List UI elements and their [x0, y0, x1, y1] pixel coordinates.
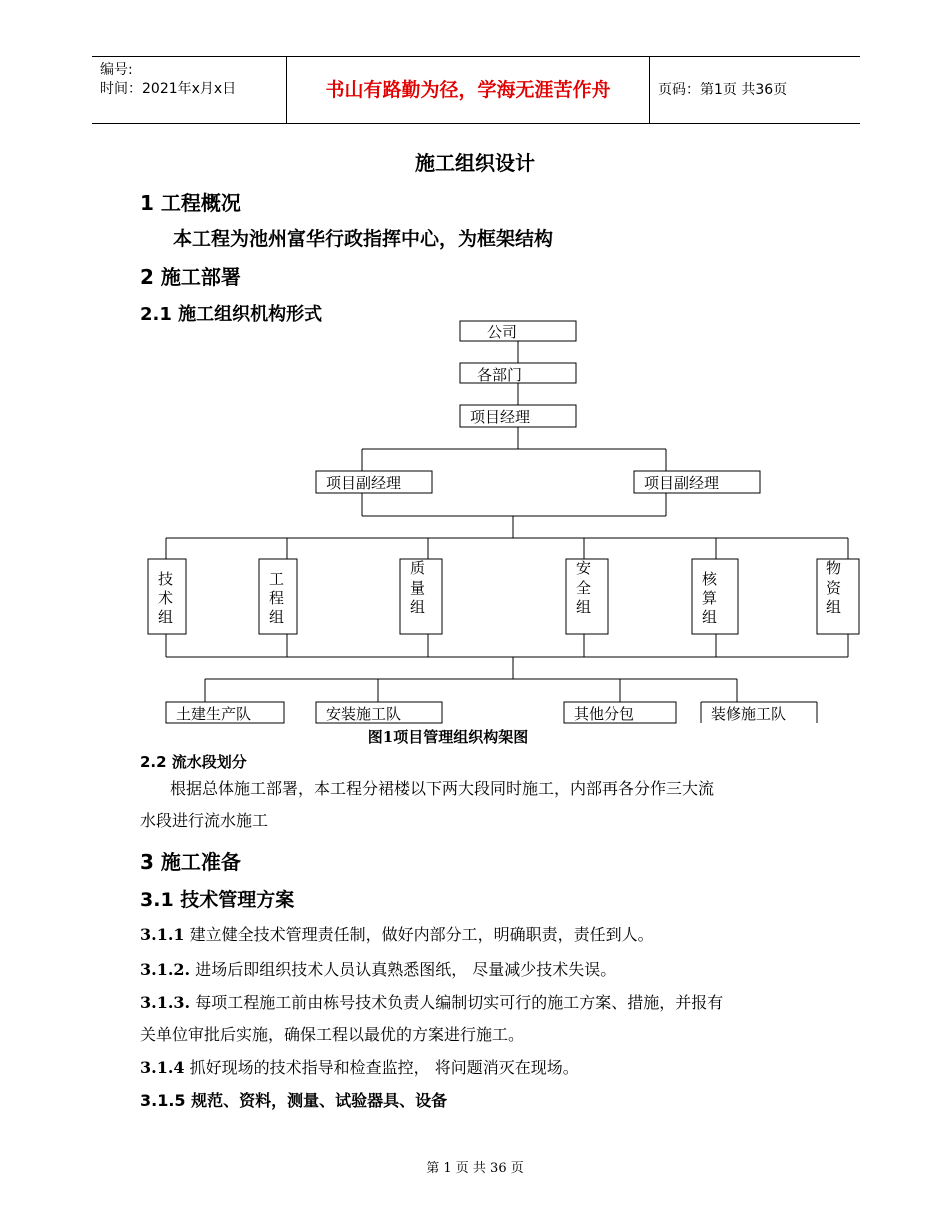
item-number: 3.1.3. [140, 993, 191, 1012]
header-time-label: 时间：2021年x月x日 [100, 81, 237, 97]
item-text: 进场后即组织技术人员认真熟悉图纸， 尽量减少技术失误。 [190, 960, 617, 979]
section-3-1-5-heading: 3.1.5 规范、资料，测量、试验器具、设备 [140, 1091, 448, 1110]
group-char: 程 [269, 589, 285, 607]
item-text: 每项工程施工前由栋号技术负责人编制切实可行的施工方案、措施，并报有 [190, 993, 724, 1012]
section-2-1-heading: 2.1 施工组织机构形式 [140, 304, 323, 325]
label-company: 公司 [487, 323, 518, 341]
header-number-label: 编号: [100, 62, 133, 78]
group-char: 组 [826, 598, 842, 616]
team-label: 其他分包 [574, 705, 635, 723]
list-item [140, 1055, 579, 1078]
group-char: 组 [410, 598, 426, 616]
group-char: 质 [410, 559, 426, 577]
group-char: 算 [702, 589, 718, 607]
group-char: 组 [576, 598, 592, 616]
team-label: 土建生产队 [176, 705, 252, 723]
group-char: 组 [702, 608, 718, 626]
page-footer: 第 1 页 共 36 页 [426, 1161, 524, 1176]
group-char: 物 [826, 559, 842, 577]
item-text: 建立健全技术管理责任制，做好内部分工，明确职责，责任到人。 [184, 925, 654, 944]
label-deputy-right: 项目副经理 [644, 474, 720, 492]
list-item [140, 957, 616, 980]
group-char: 术 [158, 589, 174, 607]
group-char: 组 [269, 608, 285, 626]
group-char: 组 [158, 608, 174, 626]
list-item [140, 1022, 524, 1045]
header-page-info: 页码：第1页 共36页 [658, 82, 788, 98]
list-item [140, 990, 723, 1013]
group-char: 资 [826, 579, 842, 597]
group-char: 安 [576, 559, 592, 577]
item-text: 关单位审批后实施，确保工程以最优的方案进行施工。 [140, 1025, 525, 1044]
section-1-heading: 1 工程概况 [140, 191, 241, 215]
label-pm: 项目经理 [470, 408, 531, 426]
item-text: 抓好现场的技术指导和检查监控， 将问题消灭在现场。 [184, 1058, 579, 1077]
list-item [140, 922, 654, 945]
section-2-2-heading: 2.2 流水段划分 [140, 753, 247, 771]
item-number: 3.1.2. [140, 960, 191, 979]
section-3-1-heading: 3.1 技术管理方案 [140, 889, 295, 911]
label-deputy-left: 项目副经理 [326, 474, 402, 492]
label-departments: 各部门 [477, 366, 523, 384]
item-number: 3.1.4 [140, 1058, 185, 1077]
group-char: 全 [576, 579, 592, 597]
section-2-heading: 2 施工部署 [140, 265, 241, 289]
org-chart-caption: 图1项目管理组织构架图 [367, 728, 529, 746]
document-title: 施工组织设计 [415, 151, 535, 175]
section-3-heading: 3 施工准备 [140, 850, 241, 874]
box-company [460, 321, 576, 341]
header-motto: 书山有路勤为径，学海无涯苦作舟 [325, 79, 611, 101]
section-2-2-line1: 根据总体施工部署，本工程分裙楼以下两大段同时施工，内部再各分作三大流 [170, 779, 715, 798]
group-char: 核 [702, 570, 718, 588]
team-label: 装修施工队 [711, 705, 787, 723]
group-char: 量 [410, 579, 426, 597]
team-label: 安装施工队 [326, 705, 402, 723]
item-number: 3.1.1 [140, 925, 185, 944]
group-char: 工 [269, 570, 285, 588]
section-2-2-line2: 水段进行流水施工 [140, 811, 269, 830]
section-1-body: 本工程为池州富华行政指挥中心，为框架结构 [173, 228, 554, 250]
group-char: 技 [158, 570, 174, 588]
